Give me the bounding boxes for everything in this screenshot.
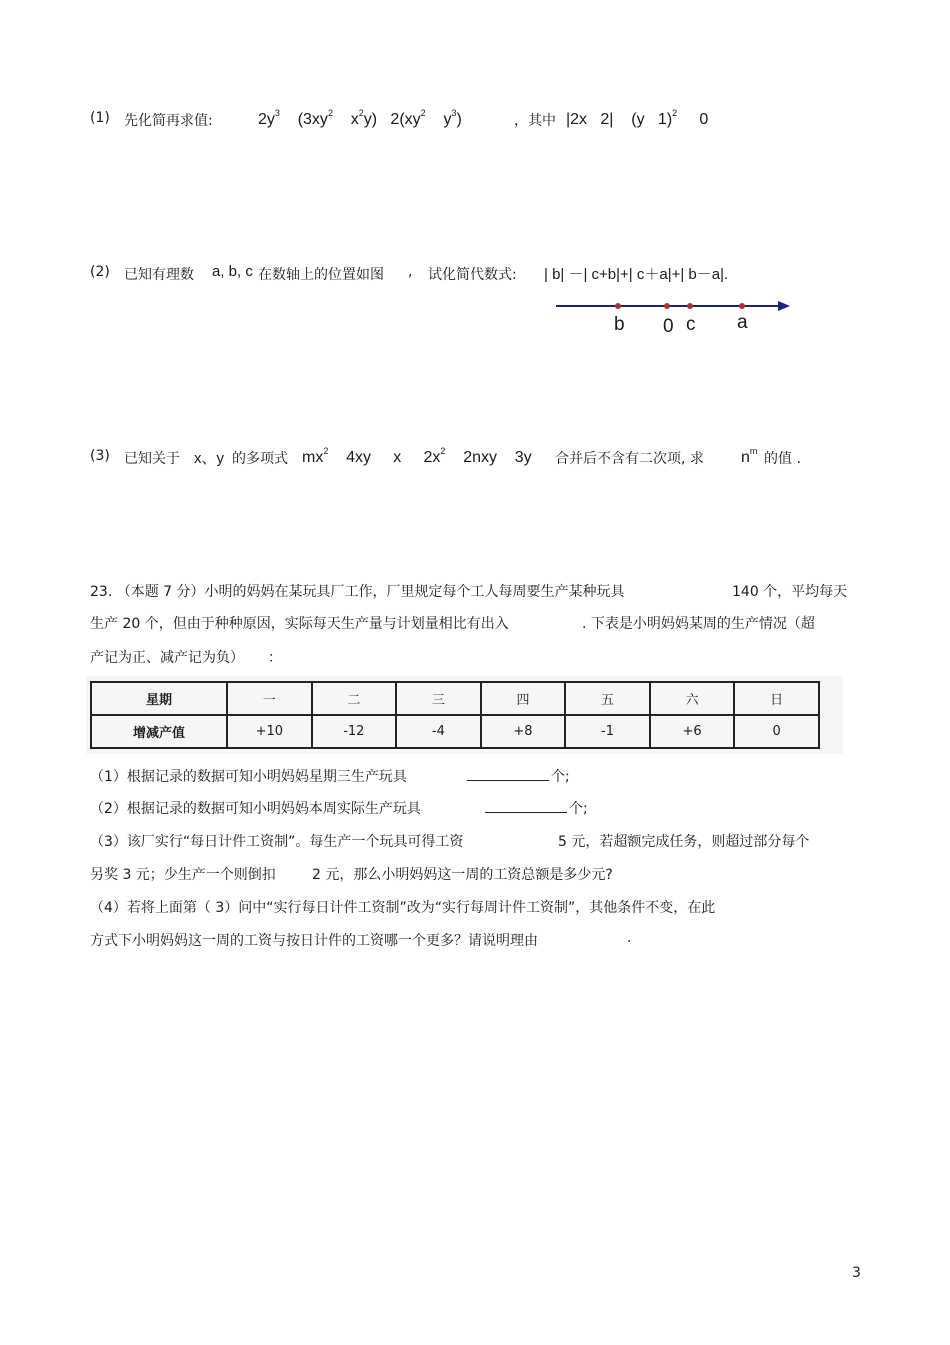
q23-line-2b: . 下表是小明妈妈某周的生产情况（超	[582, 616, 815, 632]
q3-text-1: 已知关于	[124, 451, 180, 467]
table-cell: 0	[734, 715, 819, 748]
label-b: b	[614, 314, 625, 335]
q23-sub-2: （2）根据记录的数据可知小明妈妈本周实际生产玩具	[90, 801, 421, 817]
q23-sub-2-answer: 个;	[485, 798, 588, 818]
label-a: a	[737, 312, 748, 333]
q1-condition: |2x 2| (y 1)$^2$ 0	[566, 108, 709, 128]
q1-expression: $2y^3$ ($3xy^2$ $x^2y$) $2(xy^2$ $y^3$)	[258, 108, 462, 128]
production-table	[90, 681, 820, 749]
q23-sub-4b: 方式下小明妈妈这一周的工资与按日计件的工资哪一个更多？请说明理由	[90, 933, 538, 949]
q3-vars: x、y	[194, 450, 225, 467]
table-header-cell: 日	[734, 682, 819, 715]
point-c	[687, 303, 693, 309]
table-cell: +10	[227, 715, 312, 748]
q3-text-3: 合并后不含有二次项, 求	[555, 451, 704, 467]
table-cell: 增减产值	[91, 715, 227, 748]
answer-blank-2[interactable]	[485, 798, 567, 813]
table-cell: -4	[396, 715, 481, 748]
q2-text-2: 在数轴上的位置如图	[258, 267, 384, 283]
q2-text-3: 试化简代数式:	[428, 267, 517, 283]
q23-sub-3b-tail: 2 元，那么小明妈妈这一周的工资总额是多少元?	[312, 867, 613, 883]
q23-line-1: 23. （本题 7 分）小明的妈妈在某玩具厂工作，厂里规定每个工人每周要生产某种玩具	[90, 584, 625, 600]
q23-line-2: 生产 20 个，但由于种种原因，实际每天生产量与计划量相比有出入	[90, 616, 509, 632]
table-header-row	[91, 682, 819, 715]
q3-target: $n^m$	[741, 446, 758, 466]
answer-blank-1[interactable]	[467, 766, 549, 781]
table-header-cell: 六	[650, 682, 735, 715]
q23-sub-4a: （4）若将上面第（ 3）问中“实行每日计件工资制”改为“实行每周计件工资制”，其他条件不变，在此	[90, 900, 716, 916]
table-header-cell: 三	[396, 682, 481, 715]
table-row	[91, 715, 819, 748]
number-line	[550, 295, 800, 340]
table-header-cell: 四	[481, 682, 566, 715]
q23-sub-1-answer: 个;	[467, 766, 570, 786]
table-cell: -1	[565, 715, 650, 748]
q2-vars: a, b, c	[212, 263, 253, 280]
q2-text-1: 已知有理数	[124, 267, 194, 283]
q1-condition-lead: ，其中	[514, 113, 556, 129]
q2-comma: ,	[408, 264, 413, 280]
q23-sub-3b: 另奖 3 元；少生产一个则倒扣	[90, 867, 276, 883]
q23-sub-3a-tail: 5 元，若超额完成任务，则超过部分每个	[558, 834, 810, 850]
label-zero: 0	[663, 316, 674, 337]
table-cell: +6	[650, 715, 735, 748]
label-c: c	[686, 314, 696, 335]
q3-number: (3)	[90, 448, 110, 464]
q23-line-1b: 140 个，平均每天	[732, 584, 848, 600]
q23-sub-3a: （3）该厂实行“每日计件工资制”。每生产一个玩具可得工资	[90, 834, 464, 850]
table-header-cell: 五	[565, 682, 650, 715]
point-b	[615, 303, 621, 309]
q1-number: (1)	[90, 110, 110, 126]
q2-expression: | b| －| c+b|+| c＋a|+| b－a|.	[544, 266, 729, 283]
q23-sub-4b-tail: .	[627, 930, 632, 946]
q1-lead: 先化简再求值:	[124, 113, 213, 129]
q23-sub-1: （1）根据记录的数据可知小明妈妈星期三生产玩具	[90, 769, 407, 785]
point-a	[739, 303, 745, 309]
q3-polynomial: $mx^2$ 4xy x $2x^2$ 2nxy 3y	[302, 446, 532, 466]
q3-text-2: 的多项式	[232, 451, 288, 467]
point-zero	[664, 303, 670, 309]
page-number: 3	[852, 1265, 861, 1281]
table-cell: +8	[481, 715, 566, 748]
table-header-cell: 星期	[91, 682, 227, 715]
q23-line-3b: ：	[268, 650, 282, 666]
table-header-cell: 二	[312, 682, 397, 715]
q2-number: (2)	[90, 264, 110, 280]
table-header-cell: 一	[227, 682, 312, 715]
q23-line-3: 产记为正、减产记为负）	[90, 650, 244, 666]
q3-text-4: 的值 .	[764, 451, 801, 467]
number-line-arrow	[778, 301, 790, 311]
table-cell: -12	[312, 715, 397, 748]
